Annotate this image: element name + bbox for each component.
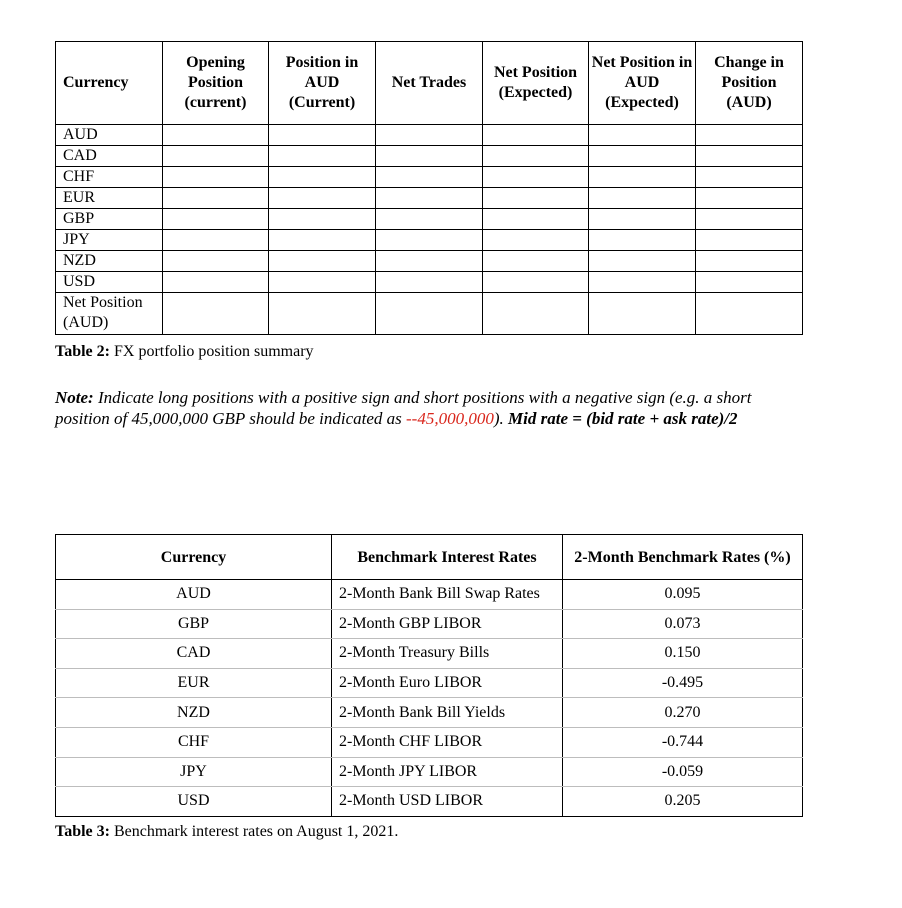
- table3-cell-benchmark: 2-Month Bank Bill Swap Rates: [332, 580, 563, 610]
- table2-empty-cell: [696, 188, 803, 209]
- table2-caption-label: Table 2:: [55, 343, 110, 360]
- table3-cell-currency: AUD: [56, 580, 332, 610]
- table2-header-net-position-expected: Net Position (Expected): [483, 42, 589, 125]
- table2-empty-cell: [696, 251, 803, 272]
- table2-empty-cell: [589, 167, 696, 188]
- table2-caption-text: FX portfolio position summary: [109, 343, 314, 360]
- table2-empty-cell: [589, 125, 696, 146]
- table3-caption: [55, 823, 398, 841]
- table2-empty-cell: [163, 230, 269, 251]
- table2-empty-cell: [269, 167, 376, 188]
- table3-cell-rate: 0.150: [563, 639, 803, 669]
- table2-empty-cell: [483, 146, 589, 167]
- table2-empty-cell: [376, 293, 483, 335]
- table2-empty-cell: [269, 272, 376, 293]
- table3-cell-currency: CAD: [56, 639, 332, 669]
- table3-cell-benchmark: 2-Month USD LIBOR: [332, 787, 563, 817]
- table3-row: [56, 787, 803, 817]
- table2-empty-cell: [269, 209, 376, 230]
- table2-row: [56, 188, 803, 209]
- note-label: Note:: [55, 388, 94, 407]
- table3-header-rate: 2-Month Benchmark Rates (%): [563, 535, 803, 580]
- table2-empty-cell: [163, 125, 269, 146]
- table3-header-row: [56, 535, 803, 580]
- table2-header-position-aud: Position in AUD (Current): [269, 42, 376, 125]
- table2-empty-cell: [163, 146, 269, 167]
- table2-empty-cell: [376, 230, 483, 251]
- table2-empty-cell: [589, 251, 696, 272]
- table3-row: [56, 639, 803, 669]
- note-text-1: Indicate long positions with a positive sign and short positions with a negative sign (e.g. a short position of 45,000,000 GBP should be indicated as: [55, 388, 752, 428]
- note-text-2: ).: [493, 409, 509, 428]
- table2-empty-cell: [696, 125, 803, 146]
- table3-row: [56, 757, 803, 787]
- table3-cell-currency: USD: [56, 787, 332, 817]
- table2-empty-cell: [589, 146, 696, 167]
- table2-empty-cell: [589, 209, 696, 230]
- table2-empty-cell: [163, 209, 269, 230]
- table2-empty-cell: [696, 167, 803, 188]
- table3-cell-currency: JPY: [56, 757, 332, 787]
- table2-caption: [55, 343, 314, 361]
- table2-empty-cell: [589, 188, 696, 209]
- table2-row: [56, 125, 803, 146]
- table3-row: [56, 609, 803, 639]
- table2-row-currency: EUR: [56, 188, 163, 209]
- table2-empty-cell: [269, 125, 376, 146]
- table3-cell-rate: 0.205: [563, 787, 803, 817]
- table2-empty-cell: [269, 146, 376, 167]
- table2-row: [56, 251, 803, 272]
- table2-header-row: [56, 42, 803, 125]
- table2-empty-cell: [696, 272, 803, 293]
- table3-cell-rate: 0.073: [563, 609, 803, 639]
- table3-row: [56, 668, 803, 698]
- table2-empty-cell: [483, 251, 589, 272]
- table2-empty-cell: [483, 209, 589, 230]
- table2-empty-cell: [269, 188, 376, 209]
- table2-empty-cell: [376, 125, 483, 146]
- table3-cell-rate: -0.059: [563, 757, 803, 787]
- fx-position-summary-table: [55, 41, 803, 335]
- table2-empty-cell: [376, 167, 483, 188]
- table2-row-currency: GBP: [56, 209, 163, 230]
- table3-cell-currency: EUR: [56, 668, 332, 698]
- table3-cell-benchmark: 2-Month Bank Bill Yields: [332, 698, 563, 728]
- table2-row-currency: CHF: [56, 167, 163, 188]
- table3-cell-benchmark: 2-Month GBP LIBOR: [332, 609, 563, 639]
- table3-cell-benchmark: 2-Month Treasury Bills: [332, 639, 563, 669]
- note-paragraph: [55, 387, 807, 429]
- table2-body: [56, 125, 803, 335]
- table2-empty-cell: [589, 272, 696, 293]
- table2-row-currency: USD: [56, 272, 163, 293]
- table3-row: [56, 580, 803, 610]
- table3-caption-label: Table 3:: [55, 823, 110, 840]
- table2-row: [56, 272, 803, 293]
- benchmark-rates-table: [55, 534, 803, 817]
- table2-row-currency: NZD: [56, 251, 163, 272]
- table2-empty-cell: [376, 272, 483, 293]
- table3-body: [56, 580, 803, 817]
- table2-empty-cell: [483, 167, 589, 188]
- table2-row: [56, 209, 803, 230]
- table2-row: [56, 230, 803, 251]
- table2-empty-cell: [376, 209, 483, 230]
- table2-row: [56, 293, 803, 335]
- table2-header-net-trades: Net Trades: [376, 42, 483, 125]
- table2-empty-cell: [483, 293, 589, 335]
- table3-cell-currency: CHF: [56, 727, 332, 757]
- table3-cell-rate: 0.270: [563, 698, 803, 728]
- table2-header-opening-position: Opening Position (current): [163, 42, 269, 125]
- table3-caption-text: Benchmark interest rates on August 1, 2021.: [109, 823, 399, 840]
- table2-empty-cell: [269, 230, 376, 251]
- note-example-value: --45,000,000: [406, 409, 494, 428]
- table3-cell-rate: -0.744: [563, 727, 803, 757]
- table2-empty-cell: [163, 293, 269, 335]
- table3-cell-rate: -0.495: [563, 668, 803, 698]
- table2-empty-cell: [696, 209, 803, 230]
- table2-empty-cell: [483, 188, 589, 209]
- table2-empty-cell: [483, 230, 589, 251]
- table2-empty-cell: [163, 188, 269, 209]
- table2-header-change-in-position: Change in Position (AUD): [696, 42, 803, 125]
- table3-cell-benchmark: 2-Month Euro LIBOR: [332, 668, 563, 698]
- table2-row-currency: AUD: [56, 125, 163, 146]
- table2-row-currency: CAD: [56, 146, 163, 167]
- table2-empty-cell: [163, 272, 269, 293]
- table2-empty-cell: [696, 293, 803, 335]
- table2-row-currency: JPY: [56, 230, 163, 251]
- table3-row: [56, 727, 803, 757]
- table2-empty-cell: [163, 167, 269, 188]
- table2-empty-cell: [483, 272, 589, 293]
- table2-empty-cell: [589, 293, 696, 335]
- table2-empty-cell: [696, 230, 803, 251]
- table3-cell-benchmark: 2-Month CHF LIBOR: [332, 727, 563, 757]
- table2-empty-cell: [163, 251, 269, 272]
- table2-header-net-position-aud-expected: Net Position in AUD (Expected): [589, 42, 696, 125]
- table2-empty-cell: [376, 146, 483, 167]
- table2-row: [56, 167, 803, 188]
- table2-empty-cell: [269, 293, 376, 335]
- table2-header-currency: Currency: [56, 42, 163, 125]
- table2-empty-cell: [483, 125, 589, 146]
- table2-row-currency: Net Position (AUD): [56, 293, 163, 335]
- note-midrate: Mid rate = (bid rate + ask rate)/2: [508, 409, 738, 428]
- table3-header-benchmark: Benchmark Interest Rates: [332, 535, 563, 580]
- table3-cell-rate: 0.095: [563, 580, 803, 610]
- table2-empty-cell: [269, 251, 376, 272]
- table3-cell-currency: GBP: [56, 609, 332, 639]
- table2-row: [56, 146, 803, 167]
- table3-cell-benchmark: 2-Month JPY LIBOR: [332, 757, 563, 787]
- table2-empty-cell: [589, 230, 696, 251]
- table2-empty-cell: [376, 188, 483, 209]
- table2-empty-cell: [376, 251, 483, 272]
- table3-cell-currency: NZD: [56, 698, 332, 728]
- table2-empty-cell: [696, 146, 803, 167]
- table3-header-currency: Currency: [56, 535, 332, 580]
- table3-row: [56, 698, 803, 728]
